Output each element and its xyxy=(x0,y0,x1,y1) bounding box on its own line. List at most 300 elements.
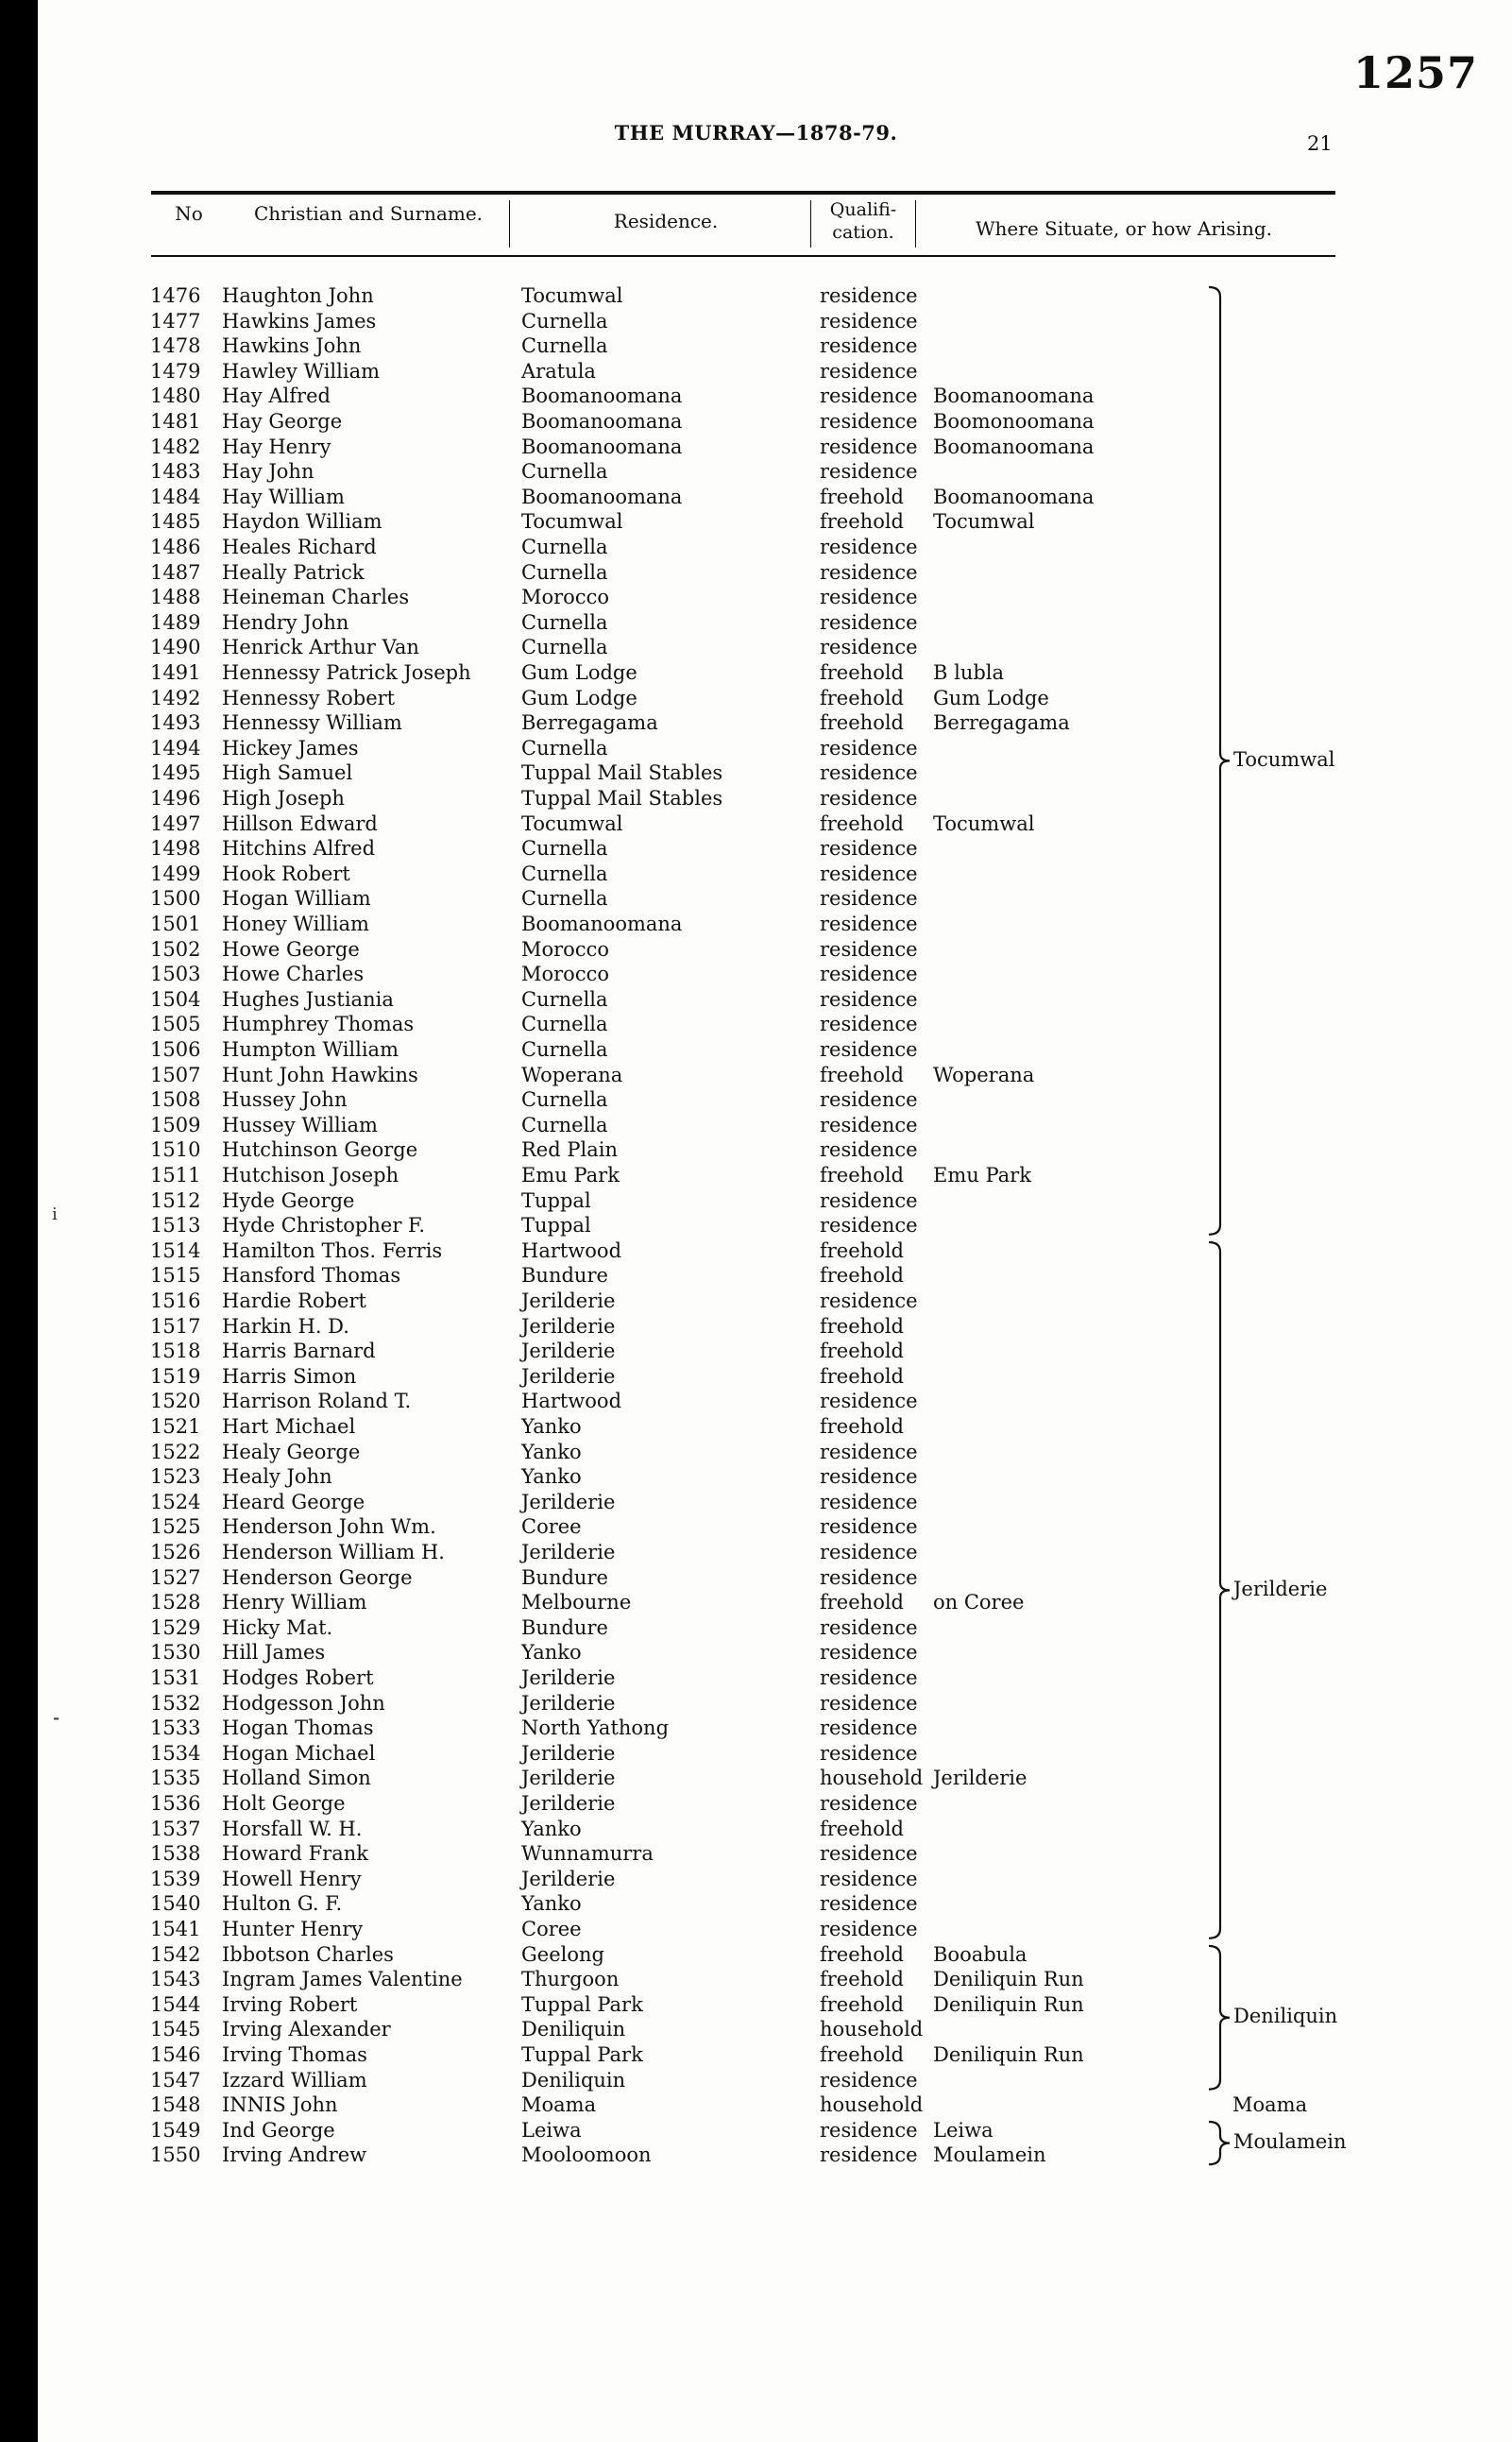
table-row xyxy=(0,635,1512,660)
voter-name: Hogan William xyxy=(222,887,371,911)
voter-qualification: freehold xyxy=(820,1364,904,1388)
voter-residence: Tuppal xyxy=(521,1214,591,1238)
voter-residence: Jerilderie xyxy=(521,1541,616,1563)
voter-name: Hawley William xyxy=(222,359,381,383)
voter-name: Hutchinson George xyxy=(222,1138,418,1162)
voter-number: 1495 xyxy=(150,761,201,785)
table-row xyxy=(0,1917,1512,1942)
group-brace xyxy=(1207,1946,1235,2090)
where-situate: Berregagama xyxy=(933,711,1070,735)
voter-residence: Curnella xyxy=(521,560,608,584)
table-row xyxy=(0,1464,1512,1490)
voter-name: Ingram James Valentine xyxy=(222,1968,463,1991)
voter-residence: Curnella xyxy=(521,987,608,1011)
voter-name: Hickey James xyxy=(222,736,359,760)
voter-qualification: residence xyxy=(820,2118,918,2142)
table-row xyxy=(0,1967,1512,1992)
voter-qualification: residence xyxy=(820,1867,918,1890)
voter-residence: Tuppal Mail Stables xyxy=(521,787,723,810)
voter-number: 1484 xyxy=(150,485,201,508)
voter-name: Hogan Thomas xyxy=(222,1716,374,1740)
voter-number: 1535 xyxy=(150,1767,201,1790)
voter-qualification: residence xyxy=(820,536,918,558)
voter-name: Harris Simon xyxy=(222,1364,357,1388)
voter-qualification: residence xyxy=(820,1214,918,1238)
voter-name: Hennessy Robert xyxy=(222,686,396,709)
voter-name: Heally Patrick xyxy=(222,560,365,584)
voter-qualification: freehold xyxy=(820,2043,904,2066)
where-situate: Tocumwal xyxy=(933,510,1035,534)
voter-name: Hay John xyxy=(222,460,314,484)
voter-residence: Boomanoomana xyxy=(521,410,683,433)
table-row xyxy=(0,610,1512,636)
where-situate: Gum Lodge xyxy=(933,686,1049,709)
table-row xyxy=(0,1716,1512,1741)
voter-residence: Curnella xyxy=(521,1088,608,1112)
margin-mark: ⅰ xyxy=(52,1204,58,1224)
header-bottom-rule xyxy=(151,255,1335,257)
voter-qualification: freehold xyxy=(820,1164,904,1187)
group-label: Moulamein xyxy=(1233,2130,1347,2154)
where-situate: Deniliquin Run xyxy=(933,1968,1084,1991)
voter-qualification: residence xyxy=(820,410,918,433)
voter-name: Hunter Henry xyxy=(222,1918,364,1940)
voter-number: 1493 xyxy=(150,711,201,735)
voter-residence: Curnella xyxy=(521,887,608,911)
sheet-number: 21 xyxy=(1307,132,1333,155)
voter-number: 1516 xyxy=(150,1289,201,1312)
voter-name: Irving Robert xyxy=(222,1992,358,2016)
voter-residence: Leiwa xyxy=(521,2118,582,2142)
column-header-no: No xyxy=(175,202,203,225)
table-row xyxy=(0,535,1512,560)
table-row xyxy=(0,1817,1512,1842)
voter-name: Hay Alfred xyxy=(222,384,331,408)
voter-qualification: residence xyxy=(820,1088,918,1112)
voter-number: 1506 xyxy=(150,1038,201,1061)
table-row xyxy=(0,359,1512,384)
voter-residence: Tuppal Park xyxy=(521,1992,643,2016)
voter-residence: Mooloomoon xyxy=(521,2143,652,2167)
voter-number: 1523 xyxy=(150,1465,201,1489)
group-brace xyxy=(1207,2122,1235,2164)
table-row xyxy=(0,333,1512,359)
voter-number: 1509 xyxy=(150,1113,201,1136)
header-divider-3 xyxy=(915,200,916,248)
group-label: Moama xyxy=(1232,2092,1308,2116)
voter-name: Hennessy William xyxy=(222,711,402,735)
voter-qualification: household xyxy=(820,2018,924,2041)
voter-residence: Jerilderie xyxy=(521,1867,616,1890)
voter-name: Howe George xyxy=(222,937,360,961)
voter-residence: Boomanoomana xyxy=(521,913,683,935)
group-label: Deniliquin xyxy=(1233,2005,1338,2028)
voter-number: 1513 xyxy=(150,1214,201,1238)
voter-name: Henderson John Wm. xyxy=(222,1515,436,1539)
table-row xyxy=(0,1791,1512,1817)
table-row xyxy=(0,1414,1512,1440)
table-row xyxy=(0,710,1512,736)
voter-residence: Curnella xyxy=(521,837,608,861)
voter-number: 1548 xyxy=(150,2093,201,2117)
voter-number: 1528 xyxy=(150,1591,201,1614)
voter-name: Henderson William H. xyxy=(222,1541,445,1563)
voter-qualification: residence xyxy=(820,837,918,861)
voter-number: 1478 xyxy=(150,334,201,358)
table-row xyxy=(0,1841,1512,1867)
voter-name: Hodgesson John xyxy=(222,1691,385,1715)
voter-number: 1481 xyxy=(150,410,201,433)
group-label: Jerilderie xyxy=(1233,1578,1328,1601)
voter-qualification: residence xyxy=(820,1565,918,1589)
voter-qualification: residence xyxy=(820,1716,918,1740)
voter-residence: Jerilderie xyxy=(521,1314,616,1338)
table-row xyxy=(0,1891,1512,1917)
voter-qualification: freehold xyxy=(820,686,904,709)
voter-name: Irving Andrew xyxy=(222,2143,367,2167)
voter-residence: Boomanoomana xyxy=(521,485,683,508)
voter-residence: Hartwood xyxy=(521,1390,622,1413)
table-row xyxy=(0,1238,1512,1264)
table-row xyxy=(0,560,1512,586)
table-row xyxy=(0,1314,1512,1340)
table-row xyxy=(0,1163,1512,1188)
voter-residence: Bundure xyxy=(521,1615,608,1639)
voter-name: Irving Alexander xyxy=(222,2018,391,2041)
voter-residence: Jerilderie xyxy=(521,1490,616,1513)
voter-qualification: residence xyxy=(820,460,918,484)
voter-name: Hicky Mat. xyxy=(222,1615,333,1639)
voter-name: Hook Robert xyxy=(222,862,350,885)
voter-qualification: residence xyxy=(820,1666,918,1689)
voter-residence: Jerilderie xyxy=(521,1767,616,1790)
table-row xyxy=(0,912,1512,937)
voter-name: Harris Barnard xyxy=(222,1340,376,1363)
voter-residence: Tuppal Park xyxy=(521,2043,643,2066)
voter-name: Hill James xyxy=(222,1641,326,1665)
table-row xyxy=(0,660,1512,686)
voter-number: 1492 xyxy=(150,686,201,709)
voter-residence: North Yathong xyxy=(521,1716,670,1740)
table-row xyxy=(0,1389,1512,1414)
voter-name: Honey William xyxy=(222,913,369,935)
voter-number: 1512 xyxy=(150,1188,201,1212)
voter-qualification: residence xyxy=(820,1641,918,1665)
voter-qualification: freehold xyxy=(820,661,904,684)
voter-qualification: residence xyxy=(820,284,918,307)
where-situate: Jerilderie xyxy=(933,1767,1028,1790)
where-situate: Woperana xyxy=(933,1063,1035,1086)
voter-qualification: residence xyxy=(820,1541,918,1563)
voter-name: Howell Henry xyxy=(222,1867,362,1890)
voter-qualification: residence xyxy=(820,359,918,383)
voter-number: 1539 xyxy=(150,1867,201,1890)
voter-qualification: residence xyxy=(820,761,918,785)
where-situate: Leiwa xyxy=(933,2118,994,2142)
voter-qualification: residence xyxy=(820,2068,918,2092)
voter-qualification: residence xyxy=(820,1188,918,1212)
table-row xyxy=(0,509,1512,535)
table-row xyxy=(0,384,1512,409)
voter-qualification: residence xyxy=(820,334,918,358)
voter-number: 1537 xyxy=(150,1817,201,1840)
voter-qualification: freehold xyxy=(820,1942,904,1966)
table-row xyxy=(0,836,1512,862)
voter-residence: Tocumwal xyxy=(521,811,623,835)
voter-number: 1491 xyxy=(150,661,201,684)
voter-qualification: freehold xyxy=(820,1591,904,1614)
voter-number: 1527 xyxy=(150,1565,201,1589)
voter-number: 1526 xyxy=(150,1541,201,1563)
header-divider-2 xyxy=(810,200,811,248)
table-row xyxy=(0,1490,1512,1515)
voter-qualification: residence xyxy=(820,560,918,584)
voter-number: 1498 xyxy=(150,837,201,861)
table-row xyxy=(0,435,1512,460)
voter-qualification: freehold xyxy=(820,510,904,534)
voter-residence: Boomanoomana xyxy=(521,384,683,408)
voter-name: Hay George xyxy=(222,410,343,433)
voter-qualification: residence xyxy=(820,1741,918,1765)
voter-residence: Jerilderie xyxy=(521,1289,616,1312)
voter-residence: Bundure xyxy=(521,1264,608,1288)
voter-residence: Morocco xyxy=(521,937,609,961)
where-situate: Boomanoomana xyxy=(933,384,1095,408)
voter-residence: Coree xyxy=(521,1515,582,1539)
voter-number: 1490 xyxy=(150,636,201,659)
where-situate: Boomanoomana xyxy=(933,485,1095,508)
voter-qualification: residence xyxy=(820,1465,918,1489)
voter-name: Ind George xyxy=(222,2118,335,2142)
voter-residence: Curnella xyxy=(521,1038,608,1061)
voter-name: Henderson George xyxy=(222,1565,413,1589)
table-row xyxy=(0,1339,1512,1364)
voter-number: 1534 xyxy=(150,1741,201,1765)
voter-residence: Curnella xyxy=(521,610,608,634)
voter-number: 1517 xyxy=(150,1314,201,1338)
voter-residence: Jerilderie xyxy=(521,1364,616,1388)
table-row xyxy=(0,886,1512,912)
table-row xyxy=(0,862,1512,887)
voter-qualification: freehold xyxy=(820,1340,904,1363)
voter-residence: Jerilderie xyxy=(521,1666,616,1689)
voter-number: 1479 xyxy=(150,359,201,383)
table-row xyxy=(0,1665,1512,1691)
voter-name: Hamilton Thos. Ferris xyxy=(222,1238,443,1262)
voter-name: Izzard William xyxy=(222,2068,367,2092)
margin-mark: ⁃ xyxy=(52,1710,60,1730)
table-row xyxy=(0,1289,1512,1314)
voter-name: Hutchison Joseph xyxy=(222,1164,399,1187)
voter-number: 1489 xyxy=(150,610,201,634)
voter-residence: Tocumwal xyxy=(521,284,623,307)
voter-qualification: residence xyxy=(820,937,918,961)
voter-qualification: residence xyxy=(820,1113,918,1136)
voter-number: 1531 xyxy=(150,1666,201,1689)
voter-residence: Emu Park xyxy=(521,1164,620,1187)
voter-number: 1530 xyxy=(150,1641,201,1665)
voter-residence: Morocco xyxy=(521,586,609,609)
voter-number: 1485 xyxy=(150,510,201,534)
voter-name: Haydon William xyxy=(222,510,382,534)
voter-qualification: freehold xyxy=(820,1992,904,2016)
table-row xyxy=(0,1766,1512,1791)
where-situate: Deniliquin Run xyxy=(933,1992,1084,2016)
voter-qualification: residence xyxy=(820,1490,918,1513)
voter-qualification: residence xyxy=(820,736,918,760)
voter-number: 1500 xyxy=(150,887,201,911)
voter-number: 1510 xyxy=(150,1138,201,1162)
voter-number: 1545 xyxy=(150,2018,201,2041)
voter-number: 1480 xyxy=(150,384,201,408)
voter-residence: Curnella xyxy=(521,862,608,885)
voter-qualification: freehold xyxy=(820,485,904,508)
voter-name: Hansford Thomas xyxy=(222,1264,401,1288)
voter-qualification: residence xyxy=(820,1892,918,1916)
voter-residence: Wunnamurra xyxy=(521,1842,654,1866)
voter-number: 1505 xyxy=(150,1013,201,1036)
voter-qualification: residence xyxy=(820,384,918,408)
voter-number: 1503 xyxy=(150,963,201,986)
voter-qualification: freehold xyxy=(820,1314,904,1338)
voter-qualification: residence xyxy=(820,610,918,634)
voter-qualification: residence xyxy=(820,636,918,659)
voter-number: 1538 xyxy=(150,1842,201,1866)
voter-qualification: freehold xyxy=(820,811,904,835)
voter-residence: Curnella xyxy=(521,1013,608,1036)
table-row xyxy=(0,1867,1512,1892)
table-row xyxy=(0,1087,1512,1113)
voter-number: 1518 xyxy=(150,1340,201,1363)
voter-number: 1536 xyxy=(150,1792,201,1815)
voter-qualification: freehold xyxy=(820,1264,904,1288)
voter-number: 1482 xyxy=(150,435,201,458)
voter-qualification: residence xyxy=(820,1038,918,1061)
voter-residence: Jerilderie xyxy=(521,1741,616,1765)
header-top-rule xyxy=(151,191,1335,195)
voter-number: 1547 xyxy=(150,2068,201,2092)
table-row xyxy=(0,1440,1512,1465)
voter-residence: Hartwood xyxy=(521,1238,622,1262)
voter-qualification: freehold xyxy=(820,711,904,735)
voter-name: Healy George xyxy=(222,1440,361,1463)
voter-name: Holland Simon xyxy=(222,1767,371,1790)
column-header-residence: Residence. xyxy=(613,210,719,232)
voter-qualification: residence xyxy=(820,2143,918,2167)
voter-number: 1494 xyxy=(150,736,201,760)
table-row xyxy=(0,459,1512,485)
table-row xyxy=(0,1113,1512,1138)
voter-number: 1476 xyxy=(150,284,201,307)
voter-number: 1542 xyxy=(150,1942,201,1966)
voter-number: 1546 xyxy=(150,2043,201,2066)
voter-residence: Moama xyxy=(521,2093,597,2117)
voter-qualification: residence xyxy=(820,787,918,810)
table-row xyxy=(0,937,1512,963)
voter-residence: Jerilderie xyxy=(521,1691,616,1715)
voter-number: 1533 xyxy=(150,1716,201,1740)
table-row xyxy=(0,1691,1512,1716)
voter-residence: Yanko xyxy=(521,1465,582,1489)
group-brace xyxy=(1207,287,1235,1235)
voter-residence: Deniliquin xyxy=(521,2068,626,2092)
voter-qualification: residence xyxy=(820,887,918,911)
page-title: THE MURRAY—1878-79. xyxy=(614,121,898,145)
table-row xyxy=(0,409,1512,435)
table-row xyxy=(0,1540,1512,1565)
table-row xyxy=(0,1364,1512,1390)
voter-residence: Bundure xyxy=(521,1565,608,1589)
table-row xyxy=(0,585,1512,610)
voter-qualification: household xyxy=(820,1767,924,1790)
voter-name: Hitchins Alfred xyxy=(222,837,376,861)
voter-residence: Curnella xyxy=(521,460,608,484)
voter-name: Hyde George xyxy=(222,1188,355,1212)
voter-residence: Morocco xyxy=(521,963,609,986)
header-divider-1 xyxy=(509,200,510,248)
voter-number: 1487 xyxy=(150,560,201,584)
voter-residence: Yanko xyxy=(521,1415,582,1438)
table-row xyxy=(0,686,1512,711)
voter-residence: Deniliquin xyxy=(521,2018,626,2041)
voter-residence: Gum Lodge xyxy=(521,661,637,684)
voter-name: Harrison Roland T. xyxy=(222,1390,412,1413)
voter-qualification: residence xyxy=(820,1918,918,1940)
table-row xyxy=(0,1137,1512,1163)
voter-qualification: freehold xyxy=(820,1415,904,1438)
voter-number: 1507 xyxy=(150,1063,201,1086)
voter-name: Hodges Robert xyxy=(222,1666,374,1689)
voter-name: Humpton William xyxy=(222,1038,399,1061)
voter-name: Howe Charles xyxy=(222,963,365,986)
voter-number: 1496 xyxy=(150,787,201,810)
voter-number: 1549 xyxy=(150,2118,201,2142)
voter-qualification: residence xyxy=(820,913,918,935)
voter-number: 1497 xyxy=(150,811,201,835)
voter-number: 1522 xyxy=(150,1440,201,1463)
voter-qualification: residence xyxy=(820,309,918,333)
table-row xyxy=(0,309,1512,334)
voter-residence: Gum Lodge xyxy=(521,686,637,709)
voter-name: Haughton John xyxy=(222,284,374,307)
voter-name: Horsfall W. H. xyxy=(222,1817,363,1840)
voter-name: Hardie Robert xyxy=(222,1289,366,1312)
table-row xyxy=(0,786,1512,811)
voter-qualification: freehold xyxy=(820,1238,904,1262)
table-row xyxy=(0,1188,1512,1214)
voter-number: 1529 xyxy=(150,1615,201,1639)
voter-name: Hughes Justiania xyxy=(222,987,394,1011)
voter-name: Healy John xyxy=(222,1465,332,1489)
voter-number: 1541 xyxy=(150,1918,201,1940)
voter-name: Holt George xyxy=(222,1792,346,1815)
voter-residence: Tuppal xyxy=(521,1188,591,1212)
voter-number: 1550 xyxy=(150,2143,201,2167)
voter-number: 1540 xyxy=(150,1892,201,1916)
where-situate: Moulamein xyxy=(933,2143,1046,2167)
voter-qualification: residence xyxy=(820,435,918,458)
voter-qualification: residence xyxy=(820,1515,918,1539)
group-label: Tocumwal xyxy=(1233,748,1335,772)
voter-name: Heineman Charles xyxy=(222,586,410,609)
voter-residence: Yanko xyxy=(521,1440,582,1463)
voter-number: 1532 xyxy=(150,1691,201,1715)
voter-residence: Tocumwal xyxy=(521,510,623,534)
voter-residence: Yanko xyxy=(521,1892,582,1916)
voter-residence: Melbourne xyxy=(521,1591,632,1614)
voter-qualification: household xyxy=(820,2093,924,2117)
column-header-where: Where Situate, or how Arising. xyxy=(975,217,1272,240)
